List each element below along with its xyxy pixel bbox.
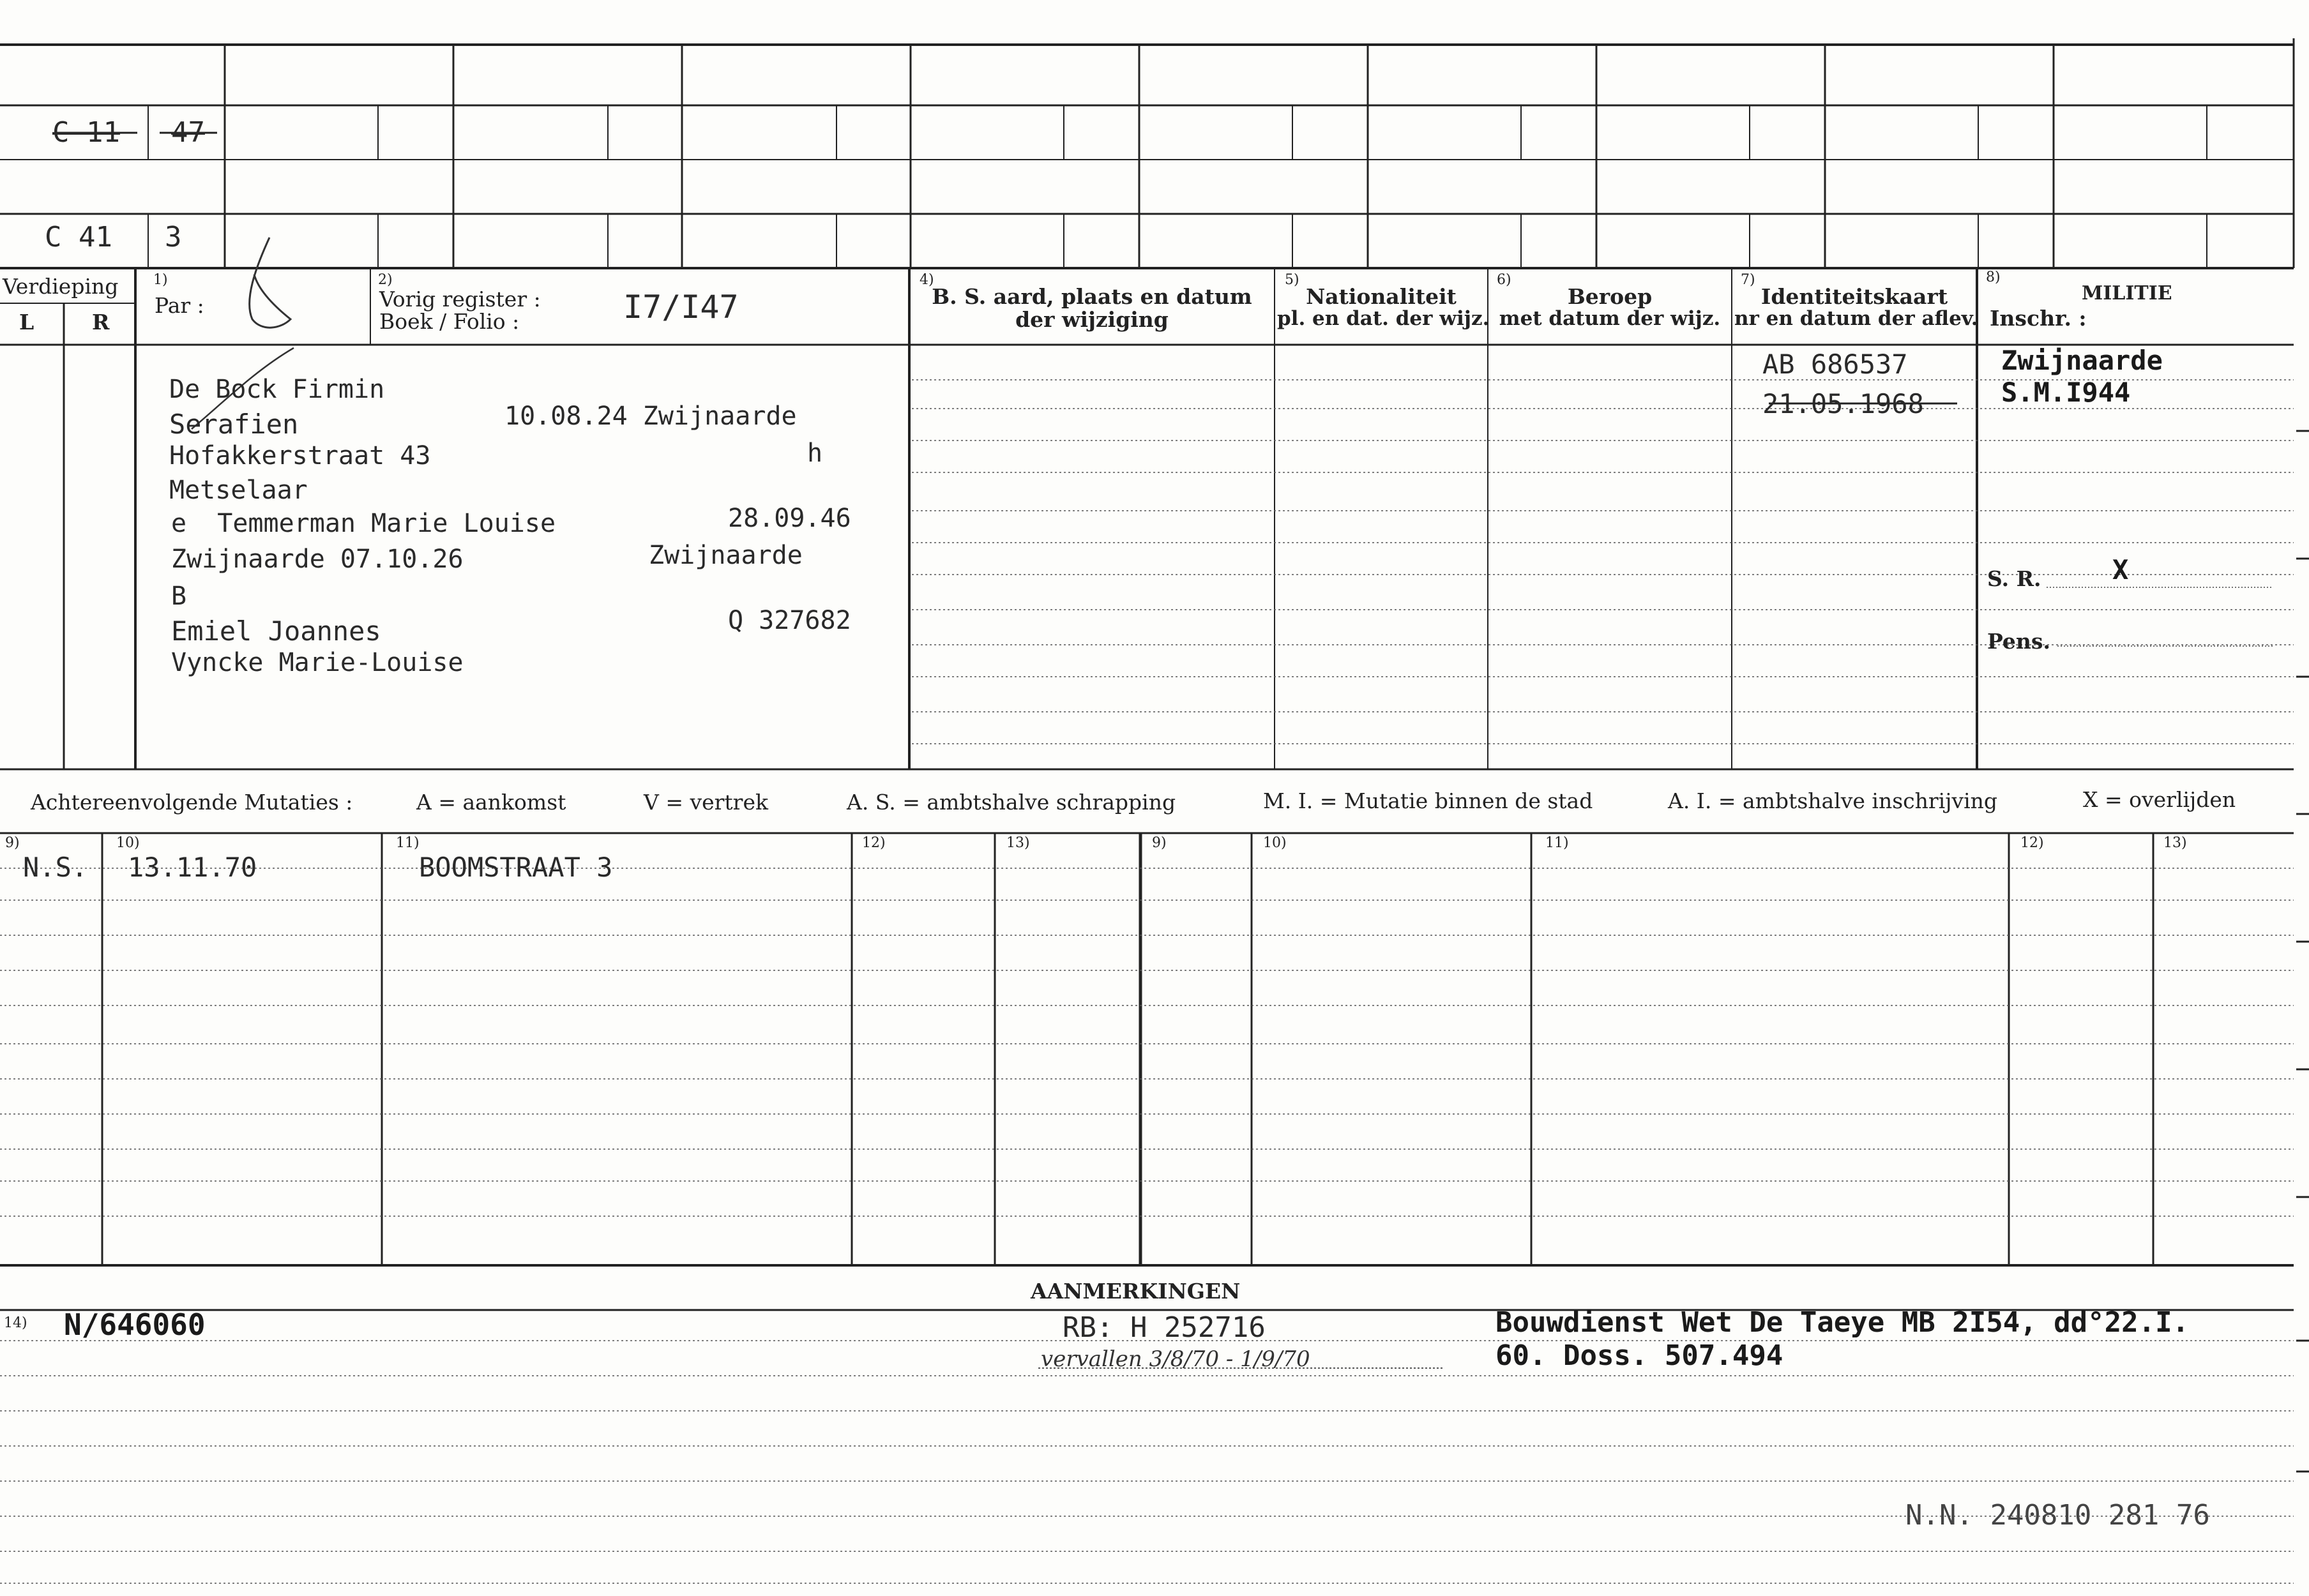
nationaliteit-header-line1: Nationaliteit: [1306, 284, 1457, 309]
militie-header: MILITIE: [2082, 282, 2172, 305]
remark-n-number: N/646060: [64, 1307, 206, 1342]
marriage-date: 28.09.46: [728, 504, 851, 533]
bs-header-line1: B. S. aard, plaats en datum: [932, 284, 1252, 309]
nationaliteit-header-line2: pl. en dat. der wijz.: [1277, 307, 1490, 330]
handwritten-stroke: [250, 237, 291, 327]
father-name: Emiel Joannes: [171, 615, 381, 647]
spouse-birth: Zwijnaarde 07.10.26: [171, 545, 464, 574]
mutation-col-11b: 11): [1545, 835, 1569, 851]
mutation-col-10b: 10): [1263, 835, 1287, 851]
mutation-date: 13.11.70: [128, 852, 257, 883]
legend-ambtshalve-inschrijving: A. I. = ambtshalve inschrijving: [1668, 788, 1998, 813]
field-number-7: 7): [1741, 272, 1755, 288]
remark-rb-number: RB: H 252716: [1063, 1311, 1266, 1344]
legend-overlijden: X = overlijden: [2083, 787, 2236, 812]
q-number: Q 327682: [728, 606, 851, 635]
mutation-col-9: 9): [5, 835, 20, 851]
person-occupation: Metselaar: [169, 476, 308, 505]
mutation-col-12: 12): [862, 835, 886, 851]
militie-place: Zwijnaarde: [2001, 345, 2163, 376]
mutation-col-12b: 12): [2020, 835, 2044, 851]
mutation-col-10: 10): [116, 835, 140, 851]
legend-mutatie-stad: M. I. = Mutatie binnen de stad: [1263, 788, 1593, 813]
legend-ambtshalve-schrapping: A. S. = ambtshalve schrapping: [847, 790, 1176, 815]
register-value: I7/I47: [623, 289, 739, 326]
field-number-14: 14): [4, 1315, 27, 1331]
sr-value: X: [2112, 554, 2129, 585]
beroep-header-line2: met datum der wijz.: [1499, 307, 1721, 330]
field-number-8: 8): [1986, 269, 2001, 285]
legend-aankomst: A = aankomst: [416, 790, 566, 815]
left-label: L: [19, 310, 34, 335]
inschr-label: Inschr. :: [1990, 306, 2087, 331]
person-name: De Bock Firmin: [169, 375, 385, 404]
person-birth: 10.08.24 Zwijnaarde: [504, 402, 797, 431]
mutation-col-13b: 13): [2163, 835, 2187, 851]
verdieping-label: Verdieping: [3, 274, 119, 299]
remark-handwritten: vervallen 3/8/70 - 1/9/70: [1041, 1346, 1310, 1372]
mutation-col-13: 13): [1006, 835, 1030, 851]
spouse-name: e Temmerman Marie Louise: [171, 509, 556, 538]
old-sector-code: C 11: [52, 116, 120, 149]
legend-vertrek: V = vertrek: [644, 790, 768, 815]
mutation-type: N.S.: [23, 852, 88, 883]
sr-label: S. R.: [1987, 566, 2041, 591]
mutaties-title: Achtereenvolgende Mutaties :: [31, 790, 353, 815]
person-first-names: Serafien: [169, 409, 299, 440]
beroep-header-line1: Beroep: [1567, 284, 1653, 309]
identiteitskaart-header-line1: Identiteitskaart: [1760, 284, 1948, 309]
national-number: N.N. 240810 281 76: [1905, 1499, 2210, 1532]
militie-sm: S.M.I944: [2001, 377, 2131, 408]
sector-number: 3: [165, 221, 182, 253]
person-address: Hofakkerstraat 43: [169, 441, 431, 471]
par-label: Par :: [155, 293, 204, 318]
mutation-col-9b: 9): [1152, 835, 1167, 851]
bs-header-line2: der wijziging: [1015, 307, 1169, 332]
pens-label: Pens.: [1987, 629, 2050, 654]
identity-card-number: AB 686537: [1762, 349, 1908, 380]
identiteitskaart-header-line2: nr en datum der aflev.: [1734, 307, 1978, 330]
mutation-address: BOOMSTRAAT 3: [419, 852, 613, 883]
identity-card-date: 21.05.1968: [1762, 388, 1924, 419]
field-number-2: 2): [378, 272, 393, 288]
field-number-4: 4): [920, 272, 934, 288]
boek-folio-label: Boek / Folio :: [379, 309, 520, 334]
person-h: h: [807, 439, 823, 468]
old-sector-number: 47: [171, 116, 205, 149]
mutation-col-11: 11): [396, 835, 420, 851]
aanmerkingen-title: AANMERKINGEN: [1031, 1279, 1241, 1304]
right-label: R: [92, 310, 110, 335]
field-number-1: 1): [153, 272, 168, 288]
marriage-place: Zwijnaarde: [649, 541, 803, 570]
remark-bouwdienst-line1: Bouwdienst Wet De Taeye MB 2I54, dd°22.I.: [1495, 1306, 2190, 1339]
person-b: B: [171, 582, 187, 611]
remark-bouwdienst-line2: 60. Doss. 507.494: [1495, 1339, 1783, 1372]
sector-code: C 41: [45, 221, 112, 253]
mother-name: Vyncke Marie-Louise: [171, 648, 464, 677]
field-number-5: 5): [1285, 272, 1299, 288]
vorig-register-label: Vorig register :: [379, 287, 541, 312]
field-number-6: 6): [1497, 272, 1511, 288]
